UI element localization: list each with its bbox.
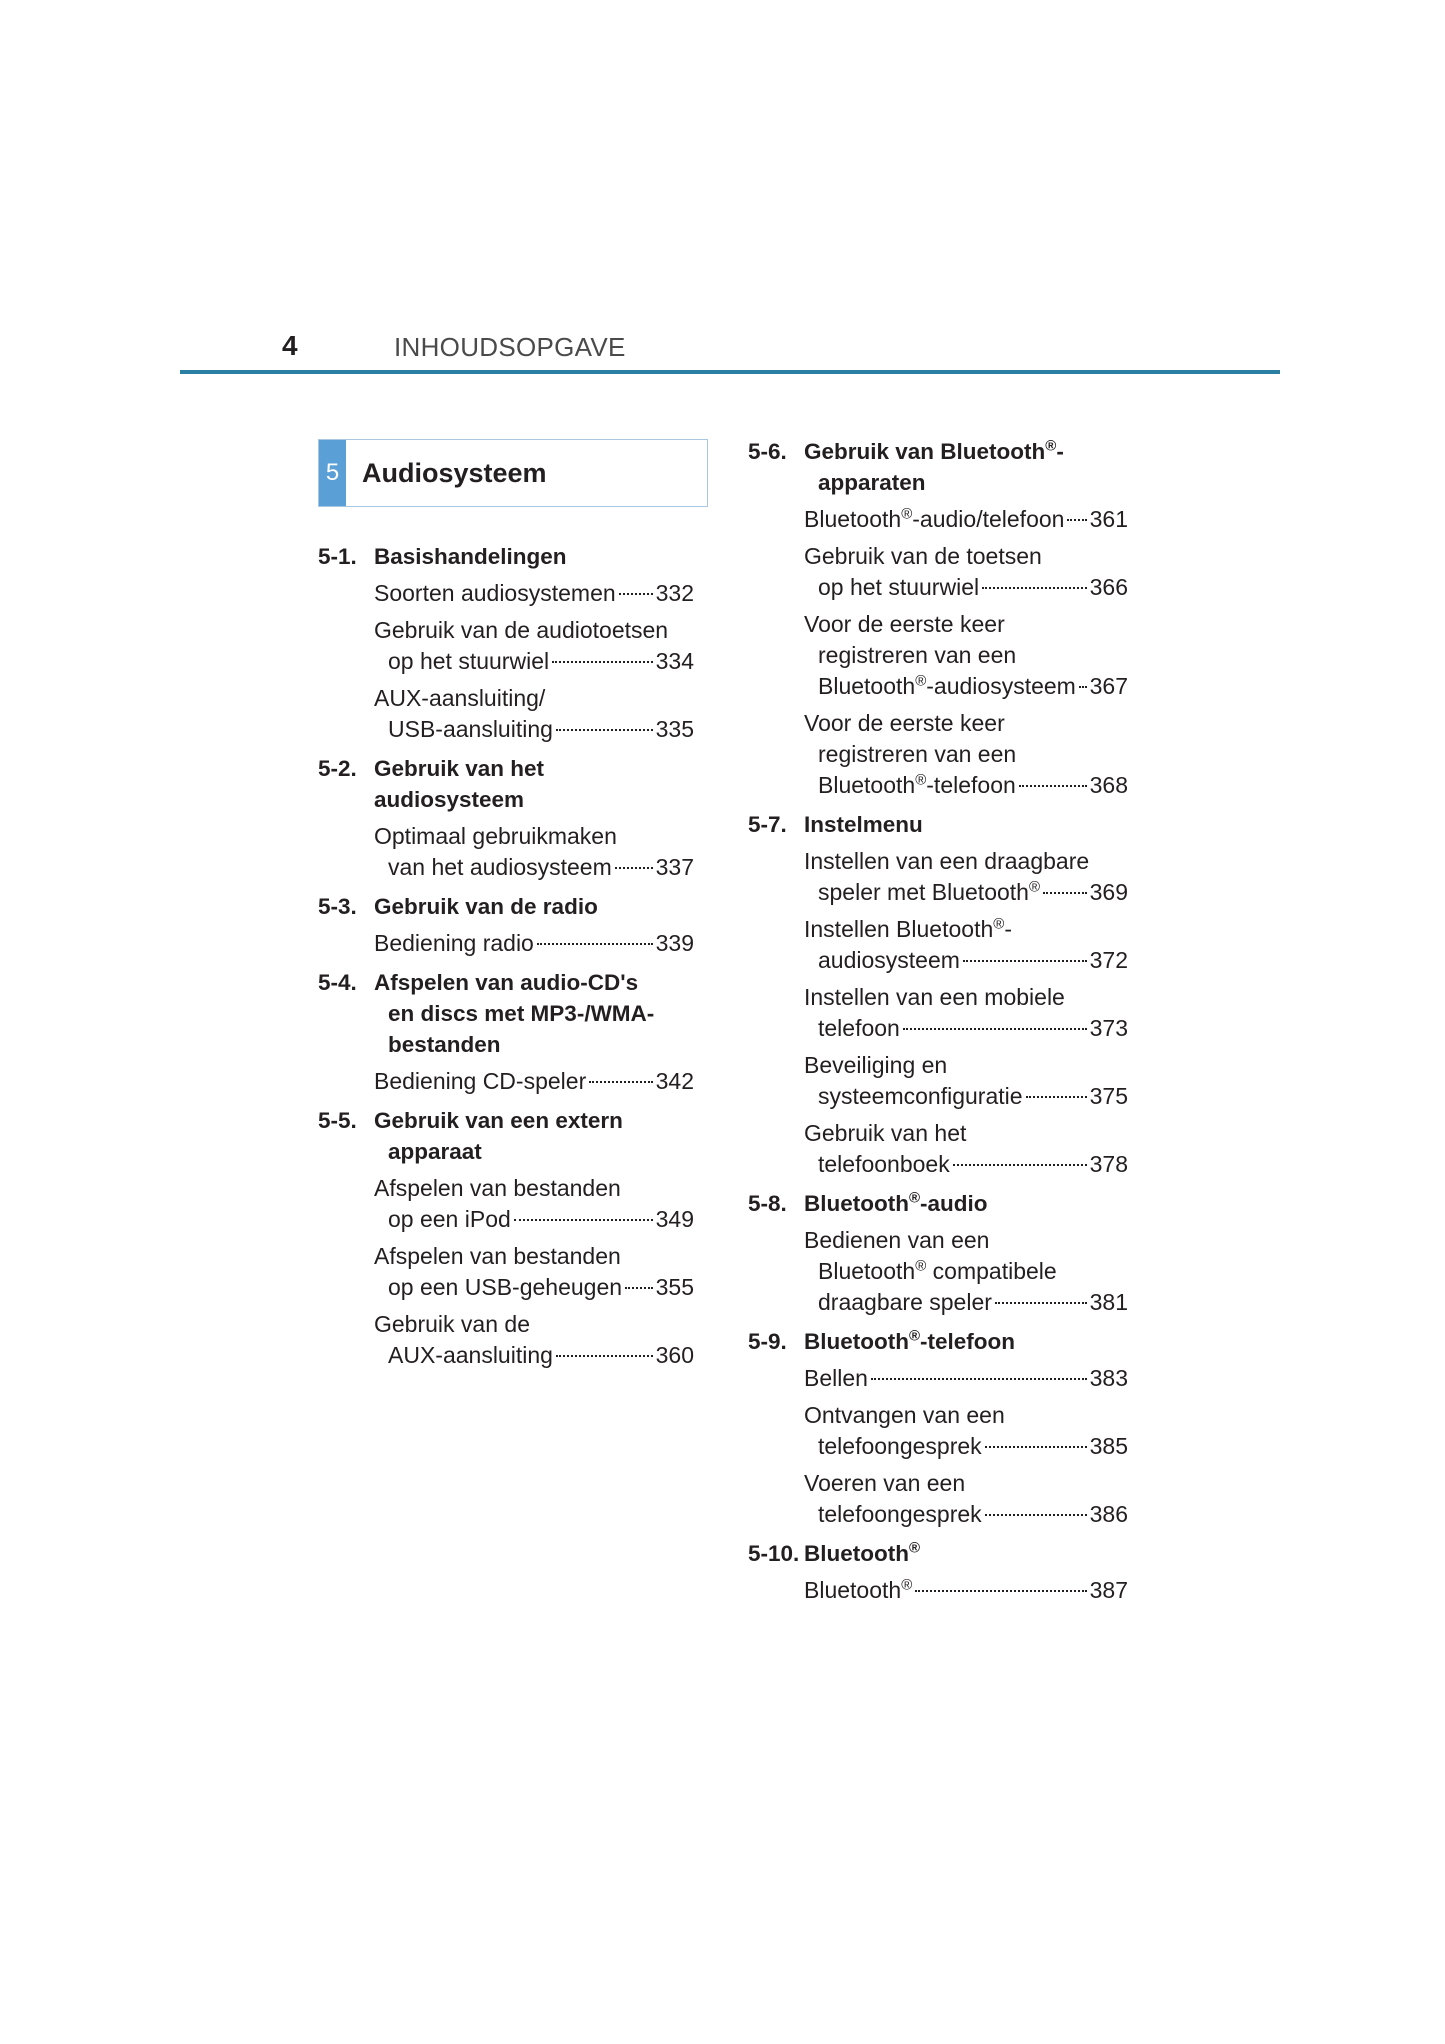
- entry-text: Optimaal gebruikmaken: [374, 823, 617, 849]
- toc-entry[interactable]: [804, 914, 1128, 976]
- entry-text: Voeren van een: [804, 1470, 966, 1496]
- registered-mark: ®: [915, 1257, 927, 1275]
- registered-mark: ®: [908, 1327, 921, 1345]
- entry-text: systeemconfiguratie: [818, 1083, 1023, 1109]
- entry-text: telefoon: [818, 1015, 900, 1041]
- chapter-title[interactable]: [804, 1326, 1128, 1357]
- page-ref: 385: [1089, 1433, 1128, 1459]
- entry-text: [804, 1575, 912, 1606]
- chapter-title-line: Gebruik van een extern: [374, 1108, 623, 1133]
- header-rule: [180, 370, 1280, 374]
- toc-entry[interactable]: [804, 1118, 1128, 1180]
- leader-dots: [982, 587, 1087, 589]
- chapter-title-line: Gebruik van Bluetooth: [804, 439, 1046, 464]
- toc-entry[interactable]: [374, 1241, 694, 1303]
- toc-entry[interactable]: [804, 504, 1128, 535]
- registered-mark: ®: [1045, 437, 1057, 455]
- leader-dots: [552, 661, 653, 663]
- toc-entry[interactable]: [374, 683, 694, 745]
- chapter-number: 5-5.: [318, 1108, 357, 1133]
- leader-dots: [556, 1355, 653, 1357]
- page-ref: 375: [1089, 1083, 1128, 1109]
- entry-text: draagbare speler: [818, 1289, 992, 1315]
- chapter-title[interactable]: [804, 1188, 1128, 1219]
- leader-dots: [619, 593, 653, 595]
- page-ref: 360: [655, 1342, 694, 1368]
- entry-text: Afspelen van bestanden: [374, 1243, 621, 1269]
- chapter-5-5: [318, 1105, 694, 1167]
- page-ref: 372: [1089, 947, 1128, 973]
- leader-dots: [953, 1164, 1087, 1166]
- entry-text: op het stuurwiel: [818, 574, 980, 600]
- chapter-number: 5-10.: [748, 1541, 800, 1566]
- entry-text-part: Bluetooth: [804, 1577, 902, 1603]
- page-ref: 367: [1089, 673, 1128, 699]
- chapter-5-9: [748, 1326, 1128, 1357]
- chapter-title-part: Bluetooth: [804, 1541, 909, 1566]
- leader-dots: [1019, 785, 1087, 787]
- chapter-5-4: [318, 967, 694, 1060]
- page-ref: 386: [1089, 1501, 1128, 1527]
- page-ref: 334: [655, 648, 694, 674]
- entry-text: op het stuurwiel: [388, 648, 550, 674]
- leader-dots: [985, 1514, 1087, 1516]
- entry-text: Bellen: [804, 1365, 868, 1391]
- leader-dots: [963, 960, 1087, 962]
- page-number: 4: [282, 330, 298, 361]
- chapter-title-part: -telefoon: [920, 1329, 1016, 1354]
- toc-left-column: [318, 533, 694, 1371]
- chapter-title-line: apparaten: [818, 470, 926, 495]
- chapter-title-part: Bluetooth: [804, 1329, 909, 1354]
- chapter-number: 5-4.: [318, 970, 357, 995]
- toc-right-column: [748, 428, 1128, 1606]
- entry-text: audiosysteem: [818, 947, 960, 973]
- page-ref: 349: [655, 1206, 694, 1232]
- leader-dots: [537, 943, 653, 945]
- registered-mark: ®: [901, 505, 913, 523]
- entry-text-part: -telefoon: [926, 772, 1016, 798]
- chapter-number: 5-8.: [748, 1191, 787, 1216]
- chapter-number: 5-9.: [748, 1329, 787, 1354]
- toc-entry[interactable]: [804, 1400, 1128, 1462]
- entry-text: Bedienen van een: [804, 1227, 990, 1253]
- chapter-title[interactable]: [374, 1105, 694, 1167]
- entry-text: telefoongesprek: [818, 1433, 982, 1459]
- chapter-5-6: [748, 436, 1128, 498]
- registered-mark: ®: [993, 915, 1005, 933]
- toc-entry[interactable]: [804, 982, 1128, 1044]
- entry-text-part: Bluetooth: [818, 1258, 916, 1284]
- registered-mark: ®: [915, 771, 927, 789]
- leader-dots: [995, 1302, 1087, 1304]
- chapter-number: 5-2.: [318, 756, 357, 781]
- chapter-title-line: Afspelen van audio-CD's: [374, 970, 639, 995]
- entry-text: Soorten audiosystemen: [374, 580, 616, 606]
- chapter-title-line: apparaat: [388, 1139, 482, 1164]
- entry-text: Voor de eerste keer: [804, 710, 1005, 736]
- chapter-title[interactable]: [374, 967, 694, 1060]
- entry-text-part: -audiosysteem: [926, 673, 1076, 699]
- entry-text: registreren van een: [818, 741, 1017, 767]
- leader-dots: [556, 729, 653, 731]
- leader-dots: [1043, 892, 1087, 894]
- chapter-title-part: Bluetooth: [804, 1191, 909, 1216]
- leader-dots: [514, 1219, 653, 1221]
- chapter-5-8: [748, 1188, 1128, 1219]
- entry-text: Gebruik van het: [804, 1120, 967, 1146]
- entry-text: Gebruik van de: [374, 1311, 530, 1337]
- page-ref: 383: [1089, 1365, 1128, 1391]
- leader-dots: [915, 1590, 1086, 1592]
- entry-text: Bediening CD-speler: [374, 1068, 587, 1094]
- page-ref: 369: [1089, 879, 1128, 905]
- chapter-5-1: [318, 541, 694, 572]
- section-banner: [318, 439, 708, 507]
- entry-text-part: -audio/telefoon: [912, 506, 1065, 532]
- chapter-title[interactable]: [804, 436, 1128, 498]
- chapter-number: 5-1.: [318, 544, 357, 569]
- toc-entry[interactable]: [804, 846, 1128, 908]
- entry-text: Instellen van een draagbare: [804, 848, 1090, 874]
- page-ref: 373: [1089, 1015, 1128, 1041]
- chapter-title[interactable]: Gebruik van het audiosysteem: [374, 756, 545, 812]
- toc-entry[interactable]: [374, 1309, 694, 1371]
- toc-entry[interactable]: [374, 615, 694, 677]
- entry-text: telefoongesprek: [818, 1501, 982, 1527]
- entry-text: AUX-aansluiting: [388, 1342, 553, 1368]
- entry-text: Ontvangen van een: [804, 1402, 1005, 1428]
- entry-text: Voor de eerste keer: [804, 611, 1005, 637]
- entry-text: Bediening radio: [374, 930, 534, 956]
- entry-text: AUX-aansluiting/: [374, 685, 546, 711]
- entry-text: [804, 1256, 1128, 1287]
- chapter-5-7: [748, 809, 1128, 840]
- toc-entry[interactable]: [804, 609, 1128, 702]
- toc-entry[interactable]: [804, 1468, 1128, 1530]
- leader-dots: [1067, 519, 1086, 521]
- chapter-5-2: [318, 753, 694, 815]
- registered-mark: ®: [915, 672, 927, 690]
- entry-text-part: -: [1004, 916, 1012, 942]
- page-ref: 342: [655, 1068, 694, 1094]
- toc-entry[interactable]: [374, 821, 694, 883]
- registered-mark: ®: [908, 1539, 921, 1557]
- leader-dots: [1026, 1096, 1087, 1098]
- page-ref: 368: [1089, 772, 1128, 798]
- entry-text: Afspelen van bestanden: [374, 1175, 621, 1201]
- chapter-title[interactable]: Instelmenu: [804, 812, 923, 837]
- chapter-number: 5-6.: [748, 439, 787, 464]
- entry-text-part: Bluetooth: [818, 772, 916, 798]
- entry-text: Beveiliging en: [804, 1052, 948, 1078]
- chapter-5-3: [318, 891, 694, 922]
- leader-dots: [589, 1081, 652, 1083]
- leader-dots: [615, 867, 653, 869]
- chapter-title-line: bestanden: [388, 1032, 501, 1057]
- chapter-title-part: -audio: [920, 1191, 988, 1216]
- entry-text-part: Instellen Bluetooth: [804, 916, 994, 942]
- page-ref: 335: [655, 716, 694, 742]
- leader-dots: [903, 1028, 1087, 1030]
- chapter-title-line: en discs met MP3-/WMA-: [388, 1001, 655, 1026]
- toc-entry[interactable]: [804, 541, 1128, 603]
- entry-text: [804, 914, 1128, 945]
- registered-mark: ®: [1028, 878, 1041, 896]
- toc-entry[interactable]: [804, 1575, 1128, 1606]
- entry-text-part: speler met Bluetooth: [818, 879, 1029, 905]
- entry-text-part: Bluetooth: [804, 506, 902, 532]
- entry-text: USB-aansluiting: [388, 716, 553, 742]
- toc-entry[interactable]: [374, 1173, 694, 1235]
- leader-dots: [1079, 686, 1087, 688]
- header-title: INHOUDSOPGAVE: [394, 332, 626, 362]
- leader-dots: [625, 1287, 653, 1289]
- entry-text: [804, 504, 1064, 535]
- entry-text: Gebruik van de toetsen: [804, 543, 1042, 569]
- page-ref: 361: [1089, 506, 1128, 532]
- chapter-5-10: [748, 1538, 1128, 1569]
- entry-text: telefoonboek: [818, 1151, 950, 1177]
- entry-text: op een iPod: [388, 1206, 511, 1232]
- entry-text: [818, 671, 1076, 702]
- toc-entry[interactable]: [374, 578, 694, 609]
- toc-entry[interactable]: [804, 1225, 1128, 1318]
- page-ref: 355: [655, 1274, 694, 1300]
- section-title: Audiosysteem: [362, 457, 547, 488]
- registered-mark: ®: [908, 1189, 921, 1207]
- page-ref: 332: [655, 580, 694, 606]
- registered-mark: ®: [901, 1576, 913, 1594]
- chapter-title[interactable]: [804, 1538, 1128, 1569]
- toc-entry[interactable]: [804, 708, 1128, 801]
- chapter-number: 5-7.: [748, 812, 787, 837]
- chapter-title[interactable]: Basishandelingen: [374, 544, 567, 569]
- page-ref: 337: [655, 854, 694, 880]
- section-number: 5: [319, 440, 346, 506]
- chapter-title[interactable]: Gebruik van de radio: [374, 894, 598, 919]
- entry-text: Instellen van een mobiele: [804, 984, 1065, 1010]
- toc-entry[interactable]: [804, 1050, 1128, 1112]
- entry-text: op een USB-geheugen: [388, 1274, 623, 1300]
- page-ref: 381: [1089, 1289, 1128, 1315]
- toc-entry[interactable]: [804, 1363, 1128, 1394]
- entry-text: Gebruik van de audiotoetsen: [374, 617, 669, 643]
- chapter-title-suffix: -: [1056, 439, 1064, 464]
- entry-text: [818, 877, 1040, 908]
- leader-dots: [871, 1378, 1087, 1380]
- entry-text-part: compatibele: [926, 1258, 1057, 1284]
- toc-entry[interactable]: [374, 1066, 694, 1097]
- chapter-number: 5-3.: [318, 894, 357, 919]
- page-ref: 378: [1089, 1151, 1128, 1177]
- toc-entry[interactable]: [374, 928, 694, 959]
- entry-text: [818, 770, 1016, 801]
- page-ref: 387: [1089, 1577, 1128, 1603]
- entry-text: registreren van een: [818, 642, 1017, 668]
- entry-text: van het audiosysteem: [388, 854, 612, 880]
- page-ref: 339: [655, 930, 694, 956]
- leader-dots: [985, 1446, 1087, 1448]
- page-ref: 366: [1089, 574, 1128, 600]
- entry-text-part: Bluetooth: [818, 673, 916, 699]
